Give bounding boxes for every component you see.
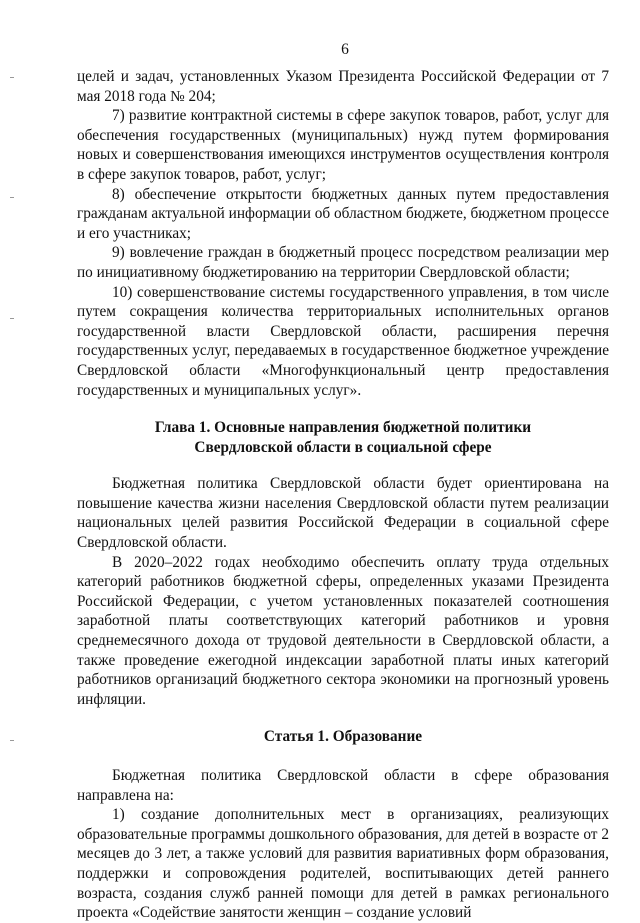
paragraph-education-intro: Бюджетная политика Свердловской области в сфере образования направлена на: bbox=[77, 767, 609, 804]
list-item-8: 8) обеспечение открытости бюджетных данных путем предоставления гражданам актуальной информации об областном бюджете, бюджетном процессе и его участниках; bbox=[77, 185, 610, 242]
scan-margin-mark bbox=[10, 77, 14, 78]
chapter-heading-line-2: Свердловской области в социальной сфере bbox=[194, 438, 492, 456]
article-heading: Статья 1. Образование bbox=[263, 728, 423, 746]
chapter-heading-line-1: Глава 1. Основные направления бюджетной политики bbox=[154, 419, 532, 437]
list-item-7: 7) развитие контрактной системы в сфере закупок товаров, работ, услуг для обеспечения государственных (муниципальных) нужд путем формирования новых и совершенствования имеющихся инструментов осуществления контроля в сфере закупок товаров, работ, услуг; bbox=[77, 107, 609, 183]
scan-margin-mark bbox=[10, 197, 14, 198]
paragraph-wages: В 2020–2022 годах необходимо обеспечить оплату труда отдельных категорий работников бюджетной сферы, определенных указами Президента Российской Федерации, с учетом установленных показателей соотношения заработной платы соответствующих категорий работников и уровня среднемесячного дохода от трудовой деятельности в Свердловской области, а также проведение ежегодной индексации заработной платы иных категорий работников организаций бюджетного сектора экономики на прогнозный уровень инфляции. bbox=[77, 553, 609, 708]
paragraph-budget-policy: Бюджетная политика Свердловской области будет ориентирована на повышение качества жизни населения Свердловской области путем реализации национальных целей развития Российской Федерации в социальной сфере Свердловской области. bbox=[77, 475, 609, 552]
scan-margin-mark bbox=[10, 318, 14, 319]
list-item-10: 10) совершенствование системы государственного управления, в том числе путем сокращения количества территориальных исполнительных органов государственной власти Свердловской области, расширения перечня государственных услуг, передаваемых в государственное бюджетное учреждение Свердловской области «Многофункциональный центр предоставления государственных и муниципальных услуг». bbox=[77, 283, 609, 399]
page-number: 6 bbox=[341, 41, 349, 58]
scan-margin-mark bbox=[10, 740, 14, 741]
list-item-9: 9) вовлечение граждан в бюджетный процесс посредством реализации мер по инициативному бюджетированию на территории Свердловской области; bbox=[77, 244, 609, 281]
paragraph-continuation: целей и задач, установленных Указом Президента Российской Федерации от 7 мая 2018 года № 204; bbox=[77, 68, 609, 105]
document-page bbox=[77, 40, 609, 923]
list-item-1: 1) создание дополнительных мест в организациях, реализующих образовательные программы дошкольного образования, для детей в возрасте от 2 месяцев до 3 лет, а также условий для развития вариативных форм образования, поддержки и сопровождения родителей, воспитывающих детей раннего возраста, создания служб ранней помощи для детей в рамках регионального проекта «Содействие занятости женщин – создание условий bbox=[77, 806, 609, 922]
document-body bbox=[77, 67, 609, 923]
